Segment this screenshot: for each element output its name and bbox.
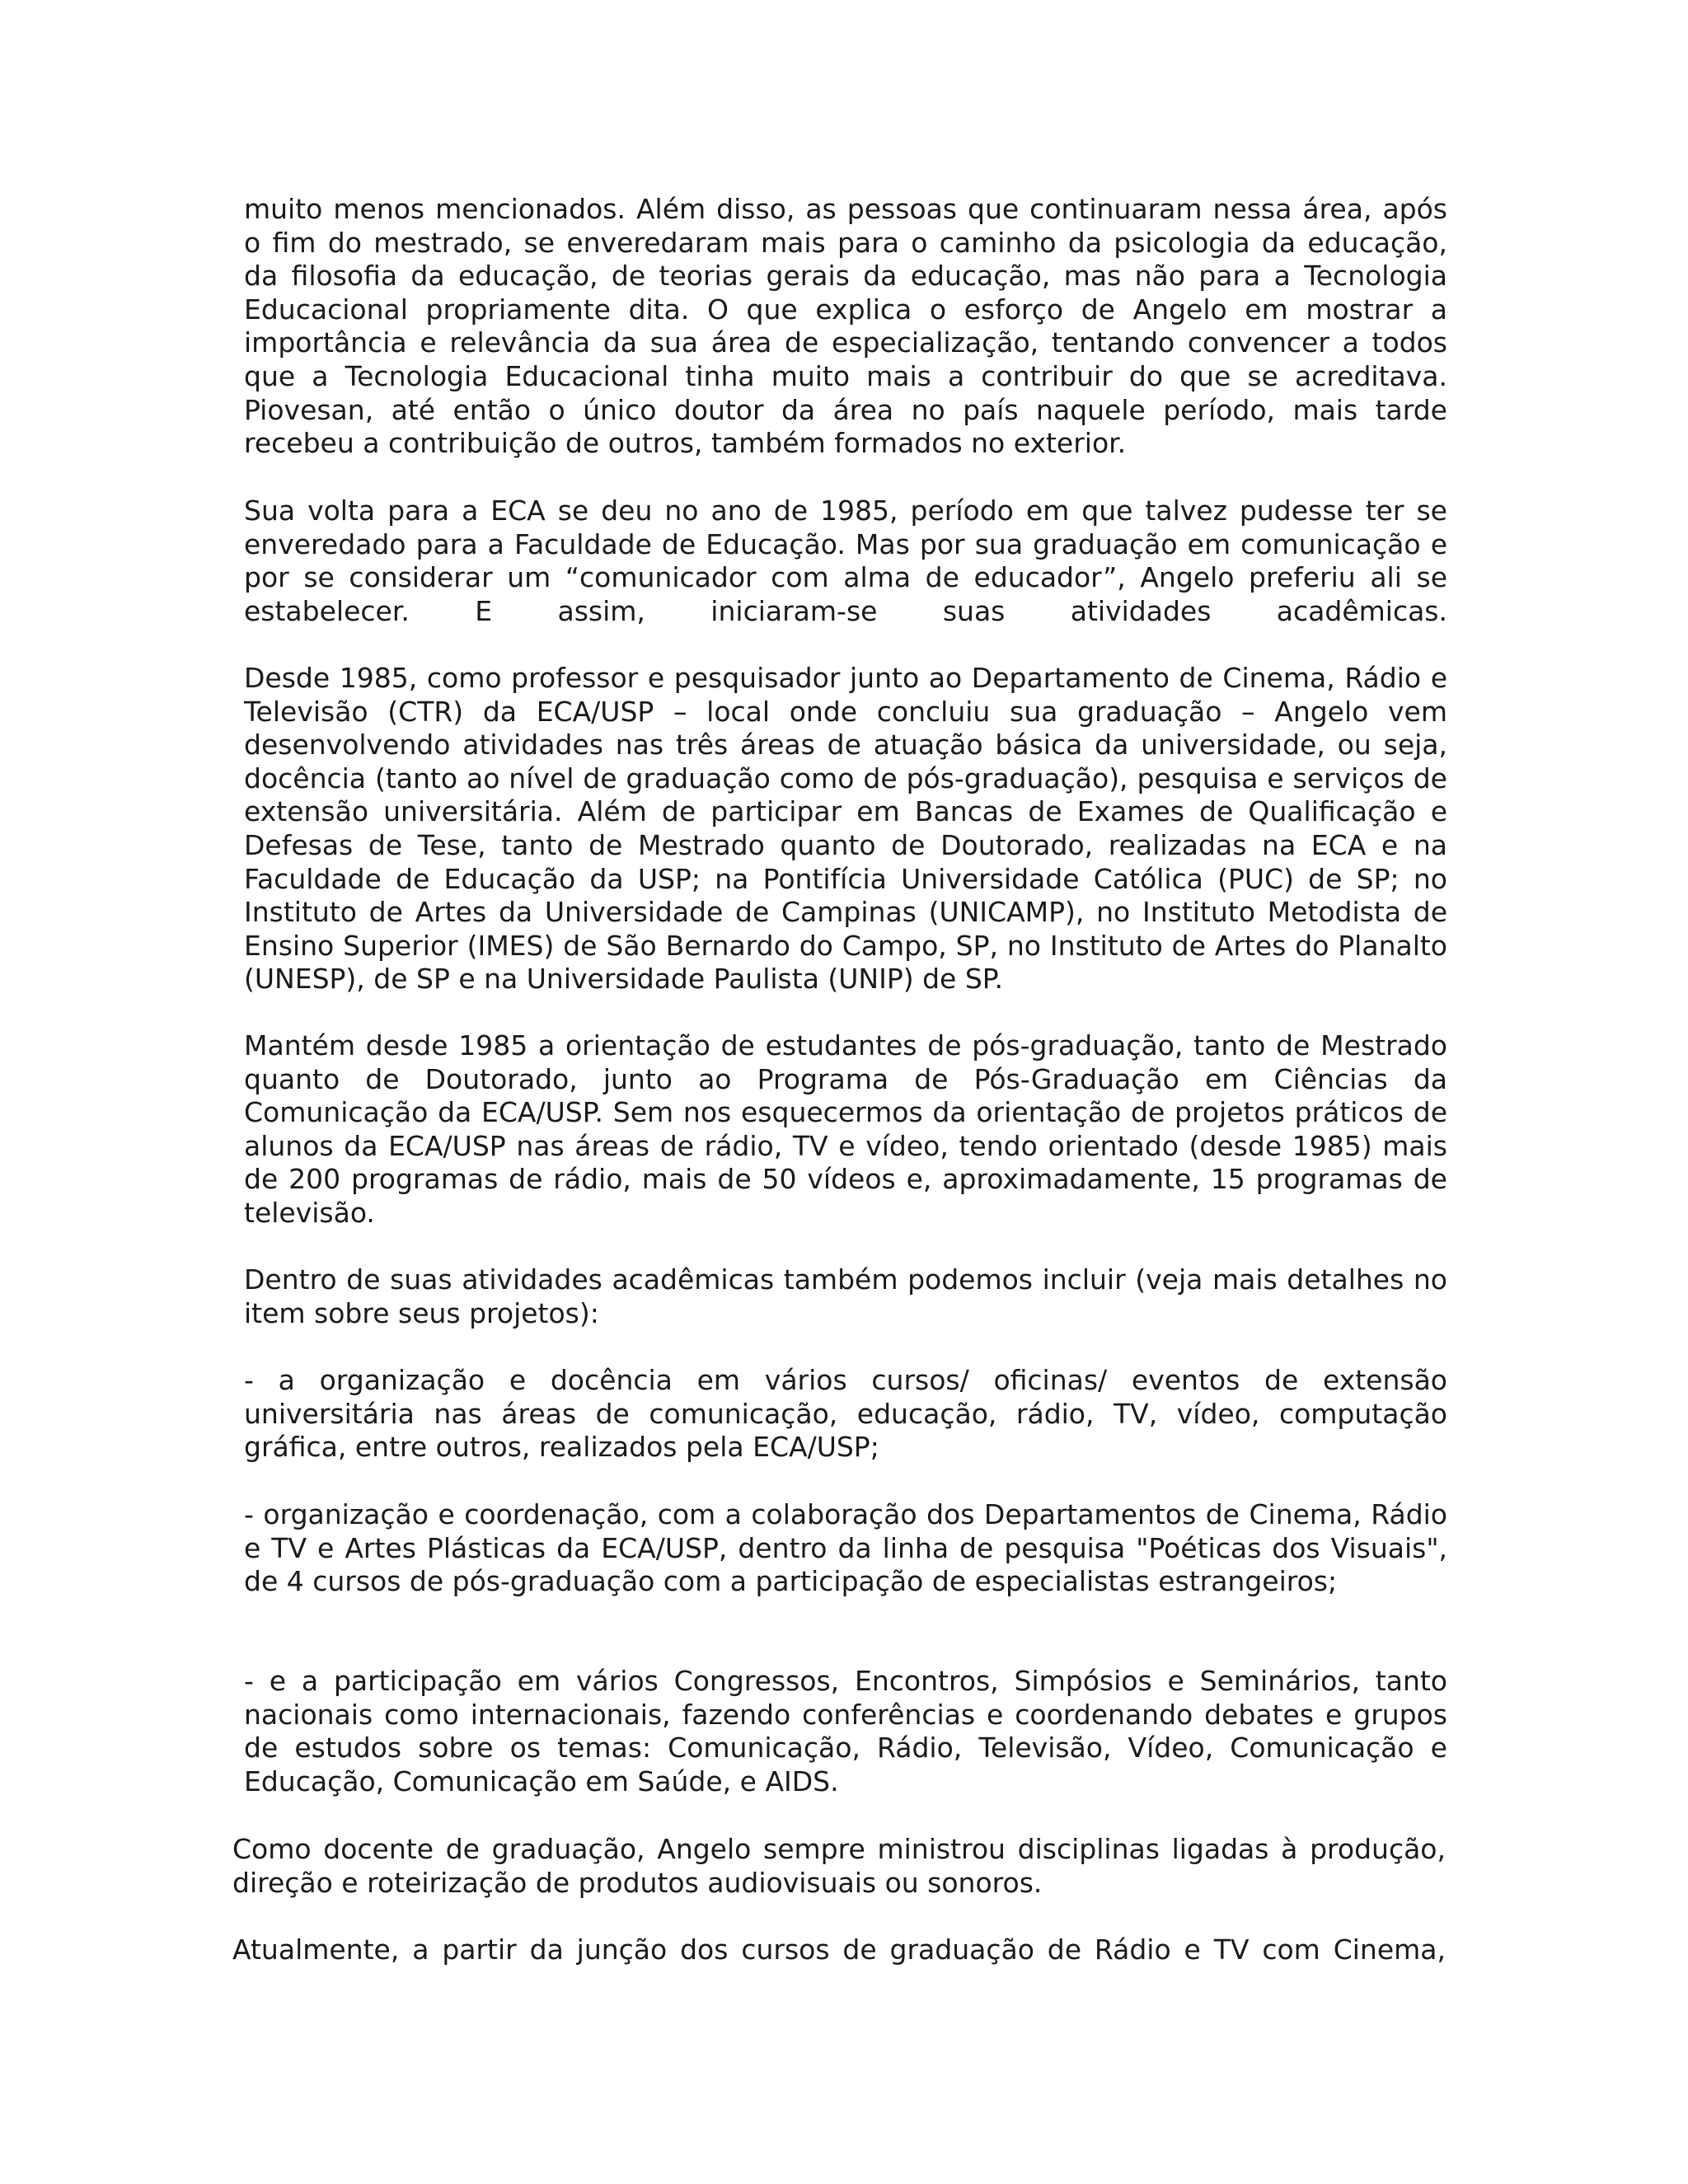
paragraph-volta-eca: Sua volta para a ECA se deu no ano de 1985, período em que talvez pudesse ter se enveredado para a Faculdade de Educação. Mas por sua graduação em comunicação e por se considerar um “comunicador com alma de educador”, Angelo preferiu ali se estabelecer. E assim, iniciaram-se suas atividades acadêmicas. (244, 494, 1447, 627)
list-item-cursos-pos-graduacao: - organização e coordenação, com a colaboração dos Departamentos de Cinema, Rádio e TV e Artes Plásticas da ECA/USP, dentro da linha de pesquisa "Poéticas dos Visuais", de 4 cursos de pós-graduação com a participação de especialistas estrangeiros; (244, 1498, 1447, 1598)
paragraph-docente-graduacao: Como docente de graduação, Angelo sempre ministrou disciplinas ligadas à produção, direção e roteirização de produtos audiovisuais ou sonoros. (232, 1833, 1446, 1899)
paragraph-tecnologia-educacional: muito menos mencionados. Além disso, as pessoas que continuaram nessa área, após o fim do mestrado, se enveredaram mais para o caminho da psicologia da educação, da filosofia da educação, de teorias gerais da educação, mas não para a Tecnologia Educacional propriamente dita. O que explica o esforço de Angelo em mostrar a importância e relevância da sua área de especialização, tentando convencer a todos que a Tecnologia Educacional tinha muito mais a contribuir do que se acreditava. Piovesan, até então o único doutor da área no país naquele período, mais tarde recebeu a contribuição de outros, também formados no exterior. (244, 193, 1447, 460)
paragraph-professor-pesquisador: Desde 1985, como professor e pesquisador junto ao Departamento de Cinema, Rádio e Televisão (CTR) da ECA/USP – local onde concluiu sua graduação – Angelo vem desenvolvendo atividades nas três áreas de atuação básica da universidade, ou seja, docência (tanto ao nível de graduação como de pós-graduação), pesquisa e serviços de extensão universitária. Além de participar em Bancas de Exames de Qualificação e Defesas de Tese, tanto de Mestrado quanto de Doutorado, realizadas na ECA e na Faculdade de Educação da USP; na Pontifícia Universidade Católica (PUC) de SP; no Instituto de Artes da Universidade de Campinas (UNICAMP), no Instituto Metodista de Ensino Superior (IMES) de São Bernardo do Campo, SP, no Instituto de Artes do Planalto (UNESP), de SP e na Universidade Paulista (UNIP) de SP. (244, 662, 1447, 996)
paragraph-atualmente: Atualmente, a partir da junção dos cursos de graduação de Rádio e TV com Cinema, (232, 1933, 1446, 1966)
list-item-congressos: - e a participação em vários Congressos, Encontros, Simpósios e Seminários, tanto nacionais como internacionais, fazendo conferências e coordenando debates e grupos de estudos sobre os temas: Comunicação, Rádio, Televisão, Vídeo, Comunicação e Educação, Comunicação em Saúde, e AIDS. (244, 1665, 1447, 1797)
paragraph-atividades-academicas: Dentro de suas atividades acadêmicas também podemos incluir (veja mais detalhes no item sobre seus projetos): (244, 1263, 1447, 1329)
list-item-cursos-oficinas: - a organização e docência em vários cursos/ oficinas/ eventos de extensão universitária nas áreas de comunicação, educação, rádio, TV, vídeo, computação gráfica, entre outros, realizados pela ECA/USP; (244, 1364, 1447, 1464)
paragraph-orientacao-estudantes: Mantém desde 1985 a orientação de estudantes de pós-graduação, tanto de Mestrado quanto de Doutorado, junto ao Programa de Pós-Graduação em Ciências da Comunicação da ECA/USP. Sem nos esquecermos da orientação de projetos práticos de alunos da ECA/USP nas áreas de rádio, TV e vídeo, tendo orientado (desde 1985) mais de 200 programas de rádio, mais de 50 vídeos e, aproximadamente, 15 programas de televisão. (244, 1029, 1447, 1229)
